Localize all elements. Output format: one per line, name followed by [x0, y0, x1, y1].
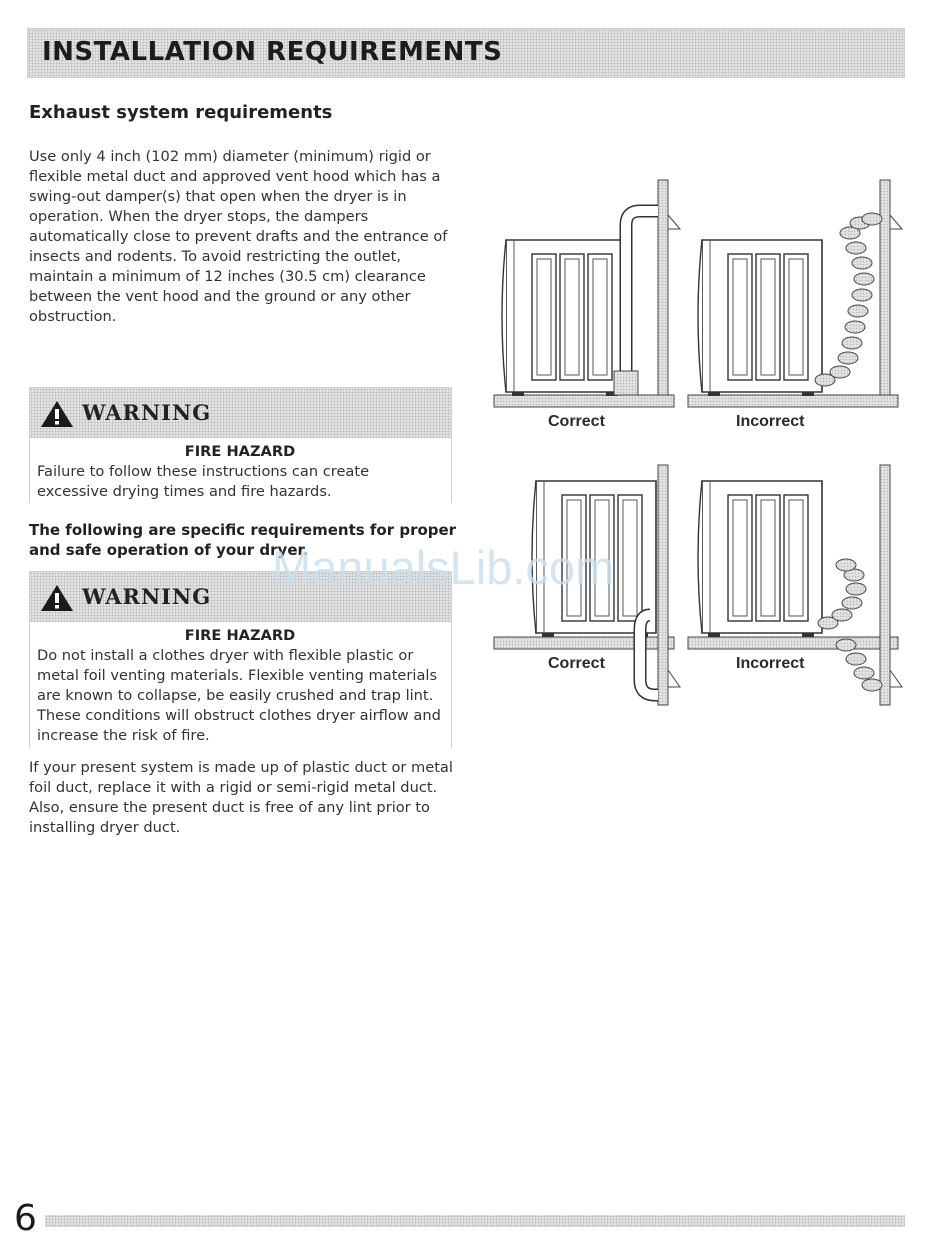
warning-header: [30, 388, 451, 438]
section-heading: Exhaust system requirements: [29, 102, 333, 123]
diagram-top-right: [688, 180, 902, 430]
specific-requirements-heading: The following are specific requirements for proper and safe operation of your dryer.: [29, 521, 457, 559]
caption-top-right: Incorrect: [736, 413, 805, 430]
warning-triangle-icon: [40, 400, 74, 428]
warning-title: WARNING: [82, 400, 212, 425]
warning-text: Failure to follow these instructions can create excessive drying times and fire hazards.: [37, 463, 370, 500]
caption-bottom-left: Correct: [548, 655, 605, 672]
warning-body: [30, 438, 451, 508]
hazard-label: FIRE HAZARD: [184, 443, 296, 460]
page-banner: [27, 28, 905, 78]
intro-paragraph: Use only 4 inch (102 mm) diameter (minimum) rigid or flexible metal duct and approved vent hood which has a swing-out damper(s) that open when the dryer is in operation. When the dryer stops, the dampers automatically close to prevent drafts and the entrance of insects and rodents. To avoid restricting the outlet, maintain a minimum of 12 inches (30.5 cm) clearance between the vent hood and the ground or any other obstruction.: [29, 148, 448, 325]
vent-diagrams: [490, 175, 915, 710]
page-title: INSTALLATION REQUIREMENTS: [42, 37, 503, 67]
caption-top-left: Correct: [548, 413, 605, 430]
warning-title: WARNING: [82, 584, 212, 609]
warning-triangle-icon: [40, 584, 74, 612]
warning-box-1: [29, 387, 452, 503]
hazard-label: FIRE HAZARD: [184, 627, 296, 644]
page-number: 6: [14, 1198, 37, 1239]
diagram-bottom-right: [688, 465, 902, 705]
diagram-top-left: [494, 180, 680, 430]
warning-box-2: [29, 571, 452, 748]
warning-text: Do not install a clothes dryer with flexible plastic or metal foil venting materials. Flexible venting materials are known to collapse, be easily crushed and trap lint. These conditions will obstruct clothes dryer airflow and increase the risk of fire.: [37, 647, 441, 744]
caption-bottom-right: Incorrect: [736, 655, 805, 672]
watermark: ManualsLib.com: [272, 541, 615, 594]
warning-body: [30, 622, 451, 752]
footer-bar: [45, 1215, 905, 1227]
replacement-paragraph: If your present system is made up of plastic duct or metal foil duct, replace it with a rigid or semi-rigid metal duct. Also, ensure the present duct is free of any lint prior to installing dryer duct.: [29, 759, 453, 836]
